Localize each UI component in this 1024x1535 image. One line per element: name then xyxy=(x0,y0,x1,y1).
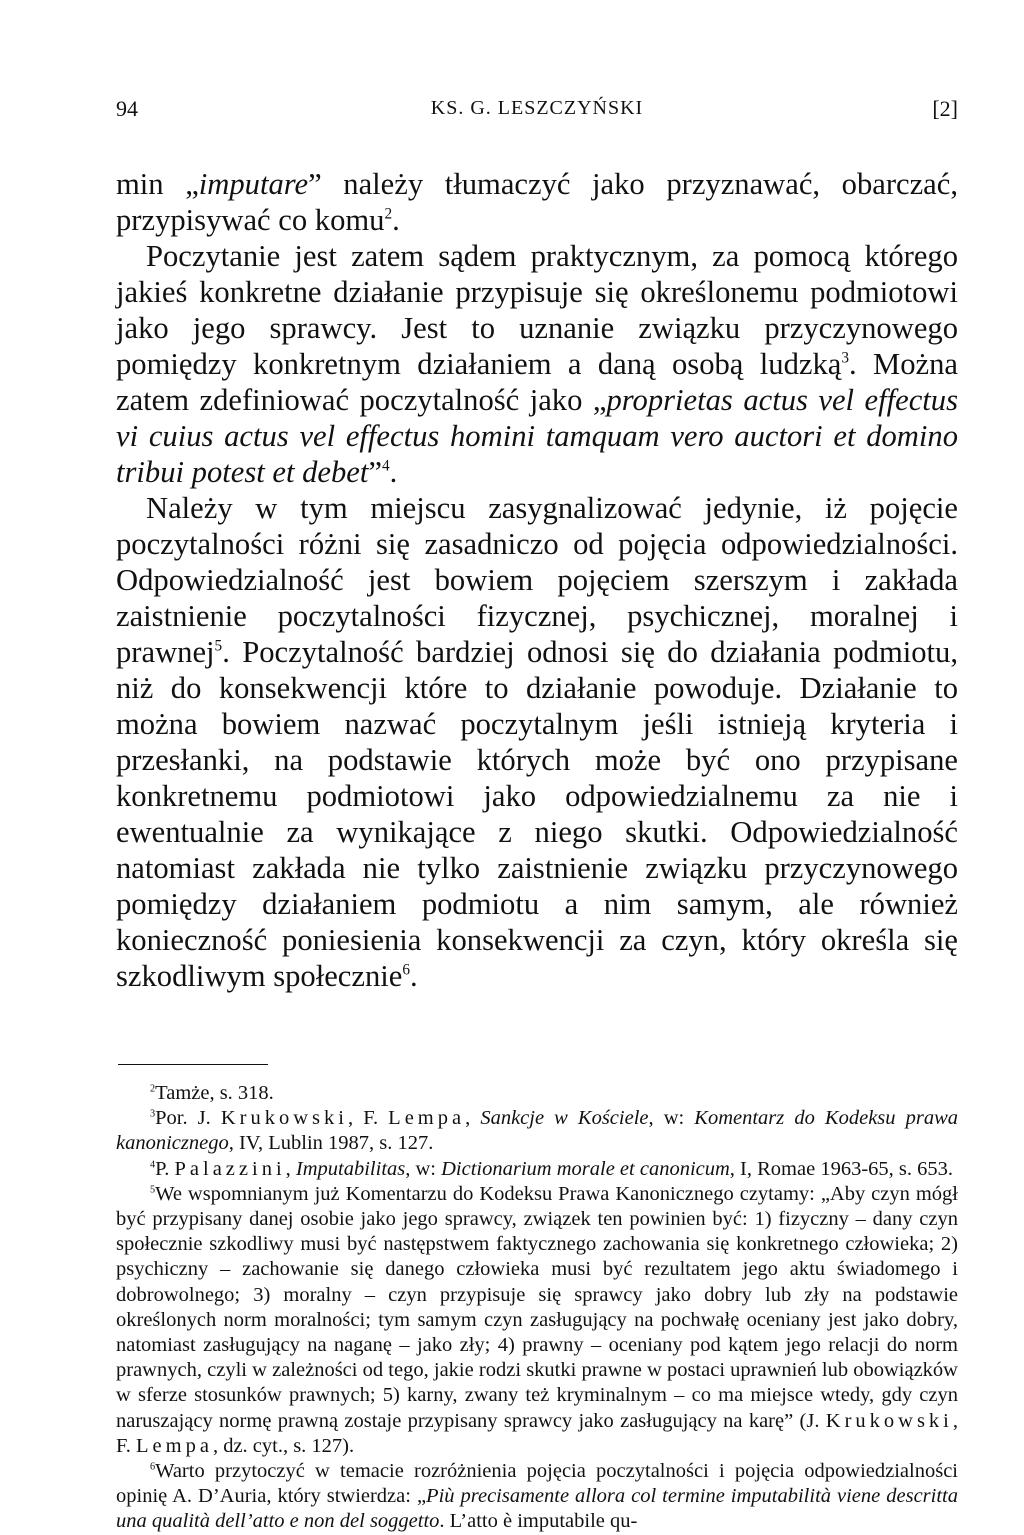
work-title: Komentarz do Kodeksu prawa kanonicznego xyxy=(116,1107,959,1155)
footnote-5: $^5$We wspomnianym już Komentarzu do Kodeksu Prawa Kanonicznego czytamy: „Aby czyn mógł być przypisany danej osobie jako jego sprawcy, związek ten powinien być: 1) fizyczny – dany czyn społecznie szkodliwy musi być następstwem faktycznego zachowania się konkretnego człowieka; 2) psychiczny – zachowanie się danego człowieka musi być rezultatem jego aktu świadomego i dobrowolnego; 3) moralny – czyn przypisuje się sprawcy jako dobry lub zły na podstawie określonych norm moralności; tym samym czyn zasługujący na pochwałę oceniany jest jako dobry, natomiast zasługujący na naganę – jako zły; 4) prawny – oceniany pod kątem jego relacji do norm prawnych, czyli w zależności od tego, jakie rodzi skutki prawne w postaci uprawnień lub obowiązków w sferze stosunków prawnych; 5) karny, zwany też kryminalnym – co ma miejsce wtedy, gdy czyn naruszający normę prawną zostaje przypisany sprawcy jako zasługujący na karę” (J. Krukowski, F. Lempa, dz. cyt., s. 127). xyxy=(116,1182,958,1457)
footnote-ref: 3 xyxy=(841,349,849,367)
latin-term: imputare xyxy=(198,167,309,201)
author-name: Krukowski xyxy=(220,1107,348,1130)
footnote-6: $^6$Warto przytoczyć w temacie rozróżnienia pojęcia poczytalności i pojęcia odpowiedzialności opinię A. D’Auria, który stwierdza: „Più precisamente allora col termine imputabilità viene descritta una qualità dell’atto e non del soggetto. L’atto è imputabile qu- xyxy=(116,1460,958,1533)
work-title: Dictionarium morale et canonicum xyxy=(441,1157,730,1180)
latin-definition: proprietas actus vel effectus vi cuius actus vel effectus homini tamquam vero auctori et domino tribui potest et debet xyxy=(116,383,958,489)
main-text xyxy=(116,166,958,994)
footnote-separator xyxy=(118,1064,268,1065)
paragraph-2: Poczytanie jest zatem sądem praktycznym, za pomocą którego jakieś konkretne działanie przypisuje się określonemu podmiotowi jako jego sprawcy. Jest to uznanie związku przyczynowego pomiędzy konkretnym działaniem a daną osobą ludzką$^3$. Można zatem zdefiniować poczytalność jako „proprietas actus vel effectus vi cuius actus vel effectus homini tamquam vero auctori et domino tribui potest et debet”$^4$. xyxy=(116,239,958,489)
footnote-ref: 5 xyxy=(214,637,223,655)
work-title: Sankcje w Kościele xyxy=(480,1107,649,1130)
italian-quote: Più precisamente allora col termine imputabilità viene descritta una qualità dell’atto e non del soggetto xyxy=(116,1485,958,1533)
author-name: Lempa xyxy=(136,1434,213,1457)
footnote-ref: 2 xyxy=(384,205,393,223)
paragraph-3: Należy w tym miejscu zasygnalizować jedynie, iż pojęcie poczytalności różni się zasadniczo od pojęcia odpowiedzialności. Odpowiedzialność jest bowiem pojęciem szerszym i zakłada zaistnienie poczytalności fizycznej, psychicznej, moralnej i prawnej$^5$. Poczytalność bardziej odnosi się do działania podmiotu, niż do konsekwencji które to działanie powoduje. Działanie to można bowiem nazwać poczytalnym jeśli istnieją kryteria i przesłanki, na podstawie których może być ono przypisane konkretnemu podmiotowi jako odpowiedzialnemu za nie i ewentualnie za wynikające z niego skutki. Odpowiedzialność natomiast zakłada nie tylko zaistnienie związku przyczynowego pomiędzy działaniem podmiotu a nim samym, ale również konieczność poniesienia konsekwencji za czyn, który określa się szkodliwym społecznie$^6$. xyxy=(116,491,958,993)
footnote-3: $^3$Por. J. Krukowski, F. Lempa, Sankcje w Kościele, w: Komentarz do Kodeksu prawa kanonicznego, IV, Lublin 1987, s. 127. xyxy=(116,1107,959,1155)
footnote-ref: 4 xyxy=(381,457,390,475)
section-number: [2] xyxy=(932,96,958,121)
work-title: Imputabilitas xyxy=(295,1157,406,1180)
footnote-2: $^2$Tamże, s. 318. xyxy=(150,1082,274,1104)
paragraph-1: min „imputare” należy tłumaczyć jako przyznawać, obarczać, przypisywać co komu$^2$. xyxy=(116,167,958,237)
running-title: KS. G. LESZCZYŃSKI xyxy=(430,97,644,119)
author-name: Lempa xyxy=(388,1107,466,1130)
running-header xyxy=(116,96,958,130)
footnote-4: $^4$P. Palazzini, Imputabilitas, w: Dictionarium morale et canonicum, I, Romae 1963-65, s. 653. xyxy=(150,1157,953,1180)
page xyxy=(116,96,958,1535)
author-name: Krukowski xyxy=(825,1409,953,1432)
footnotes xyxy=(116,1081,958,1535)
footnote-ref: 6 xyxy=(402,961,410,979)
page-number: 94 xyxy=(116,96,138,121)
author-name: Palazzini xyxy=(174,1157,286,1180)
